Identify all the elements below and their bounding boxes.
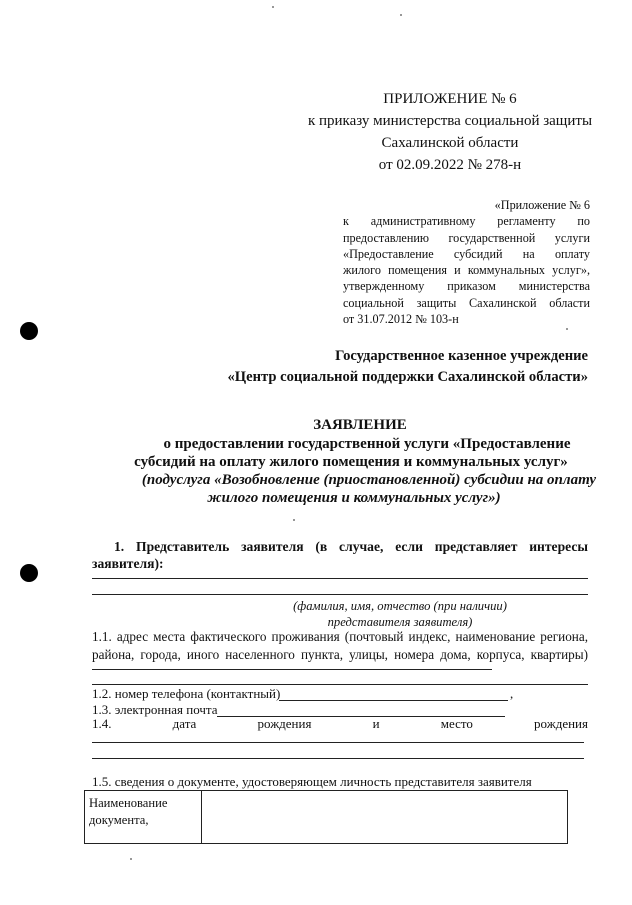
organization-name: [150, 346, 588, 388]
caption-line: (фамилия, имя, отчество (при наличии): [293, 599, 507, 613]
prior-appendix-line: от 31.07.2012 № 103-н: [343, 312, 459, 327]
statement-subservice: жилого помещения и коммунальных услуг»): [207, 490, 501, 506]
caption-line: представителя заявителя): [327, 615, 473, 629]
organization-line: Государственное казенное учреждение: [335, 348, 588, 364]
prior-appendix-block: [343, 197, 590, 327]
scan-speck: [130, 858, 132, 860]
organization-line: «Центр социальной поддержки Сахалинской области»: [227, 369, 588, 385]
statement-subtitle: субсидий на оплату жилого помещения и коммунальных услуг»: [134, 454, 568, 470]
address-field[interactable]: [92, 684, 588, 685]
email-label: 1.3. электронная почта: [92, 702, 218, 717]
prior-appendix-line: «Предоставление субсидий на оплату: [343, 246, 590, 261]
appendix-header: [300, 88, 600, 176]
identity-document-table: [84, 790, 568, 844]
appendix-date: от 02.09.2022 № 278-н: [378, 157, 522, 173]
representative-name-caption: [230, 598, 570, 630]
representative-name-field[interactable]: [92, 594, 588, 595]
item-1-1-address-label: [92, 628, 588, 664]
prior-appendix-line: утвержденному приказом министерства: [343, 279, 590, 294]
scan-speck: [272, 6, 274, 8]
item-1-4-word: 1.4.: [92, 716, 112, 731]
item-1-4-word: рождения: [257, 716, 312, 731]
phone-field[interactable]: [279, 700, 508, 701]
statement-title: ЗАЯВЛЕНИЕ: [313, 417, 407, 433]
item-1-4-word: место: [440, 716, 473, 731]
scan-speck: [566, 328, 568, 330]
table-row: [85, 791, 568, 844]
punch-hole-top: [20, 322, 38, 340]
table-cell-text: Наименование: [89, 796, 168, 810]
birth-info-field[interactable]: [92, 742, 584, 743]
birth-info-field[interactable]: [92, 758, 584, 759]
item-1-2-row: [92, 686, 280, 702]
prior-appendix-line: к административному регламенту по: [343, 214, 590, 229]
phone-label: 1.2. номер телефона (контактный): [92, 686, 281, 701]
section-1-heading: [92, 538, 588, 572]
item-1-4-word: и: [372, 716, 380, 731]
scan-speck: [293, 519, 295, 521]
document-name-value-cell[interactable]: [202, 791, 568, 844]
scan-speck: [400, 14, 402, 16]
appendix-number: ПРИЛОЖЕНИЕ № 6: [383, 91, 517, 107]
prior-appendix-line: социальной защиты Сахалинской области: [343, 295, 590, 310]
statement-title-block: [80, 416, 632, 507]
address-field[interactable]: [92, 669, 492, 670]
table-cell-text: документа,: [89, 813, 149, 827]
punch-hole-bottom: [20, 564, 38, 582]
section-1-heading-line: заявителя):: [92, 556, 164, 571]
item-1-1-line: района, города, иного населенного пункта, улицы, номера дома, корпуса, квартиры): [92, 647, 588, 662]
section-1-heading-line: 1. Представитель заявителя (в случае, если представляет интересы: [114, 539, 588, 554]
item-1-5-label: 1.5. сведения о документе, удостоверяющем личность представителя заявителя: [92, 774, 532, 789]
prior-appendix-line: жилого помещения и коммунальных услуг»,: [343, 263, 590, 278]
appendix-region: Сахалинской области: [381, 135, 519, 151]
item-1-4-word: рождения: [534, 716, 588, 731]
prior-appendix-line: «Приложение № 6: [494, 198, 590, 212]
phone-comma: ,: [510, 686, 514, 701]
item-1-4-word: дата: [172, 716, 197, 731]
item-1-1-line: 1.1. адрес места фактического проживания (почтовый индекс, наименование региона,: [92, 629, 588, 644]
appendix-order-ref: к приказу министерства социальной защиты: [307, 113, 593, 129]
statement-subtitle: о предоставлении государственной услуги «Предоставление: [163, 436, 571, 452]
statement-subservice: (подуслуга «Возобновление (приостановленной) субсидии на оплату: [141, 472, 597, 488]
prior-appendix-line: предоставлению государственной услуги: [343, 230, 590, 245]
representative-name-field[interactable]: [92, 578, 588, 579]
document-name-label-cell: [85, 791, 202, 844]
item-1-4-row: [92, 716, 588, 732]
